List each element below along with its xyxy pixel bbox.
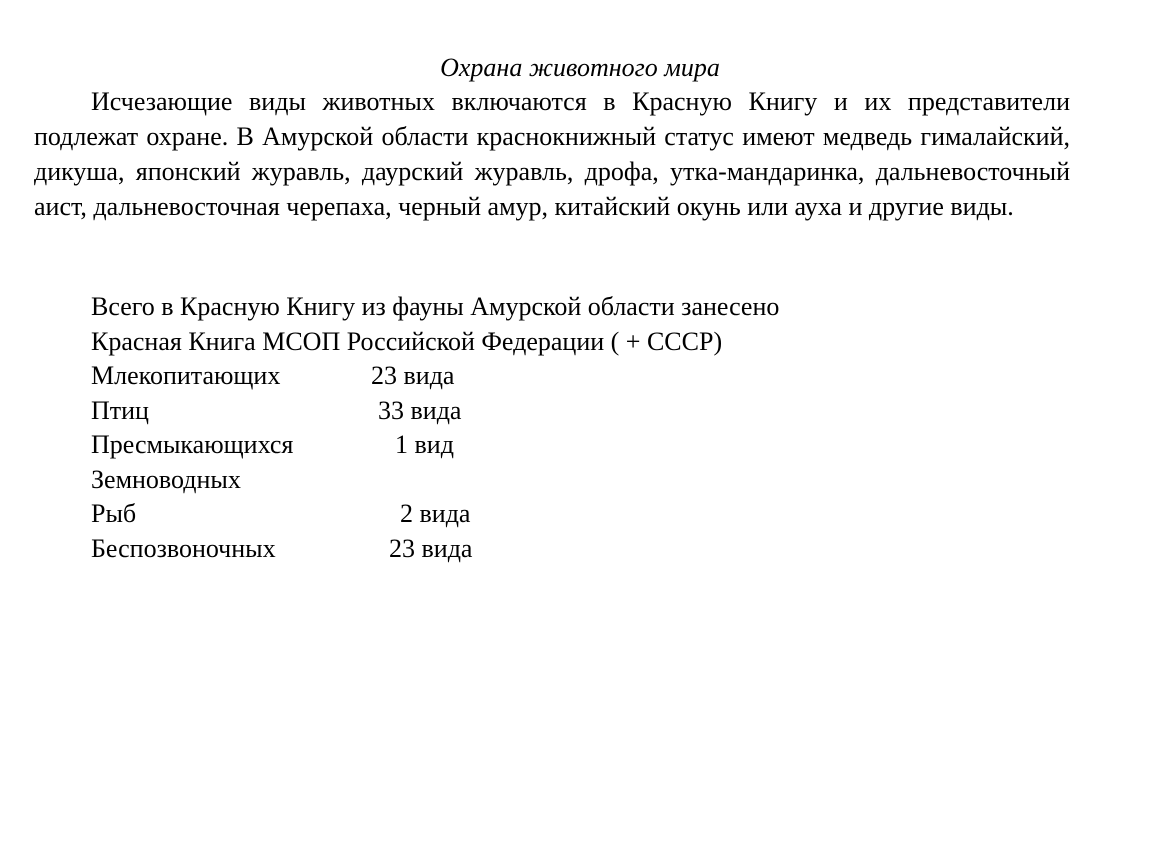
body-paragraph: Исчезающие виды животных включаются в Красную Книгу и их представители подлежат охране. В Амурской области краснокнижный статус имеют медведь гималайский, дикуша, японский журавль, даурский журавль, дрофа, утка-мандаринка, дальневосточный аист, дальневосточная черепаха, черный амур, китайский окунь или ауха и другие виды.	[34, 87, 1070, 221]
stats-row-invertebrates	[91, 532, 991, 567]
row-label: Птиц	[91, 395, 149, 425]
page-title: Охрана животного мира	[440, 53, 720, 82]
row-label: Рыб	[91, 499, 137, 528]
row-label: Млекопитающих	[91, 361, 281, 390]
stats-row-amphibians	[91, 463, 991, 498]
row-label: Пресмыкающихся	[91, 430, 294, 459]
stats-block	[91, 290, 991, 566]
row-value: 33 вида	[378, 395, 462, 425]
row-value: 2 вида	[400, 499, 471, 528]
stats-subtitle: Красная Книга МСОП Российской Федерации ( + СССР)	[91, 326, 723, 356]
row-value: 23 вида	[389, 533, 473, 563]
stats-row-birds	[91, 394, 991, 429]
stats-row-fish	[91, 497, 991, 532]
row-value: 1 вид	[395, 430, 454, 459]
row-label: Земноводных	[91, 464, 241, 494]
stats-row-mammals	[91, 359, 991, 394]
row-value: 23 вида	[371, 361, 455, 390]
stats-row-reptiles	[91, 428, 991, 463]
row-label: Беспозвоночных	[91, 533, 276, 563]
stats-intro: Всего в Красную Книгу из фауны Амурской области занесено	[91, 292, 780, 321]
